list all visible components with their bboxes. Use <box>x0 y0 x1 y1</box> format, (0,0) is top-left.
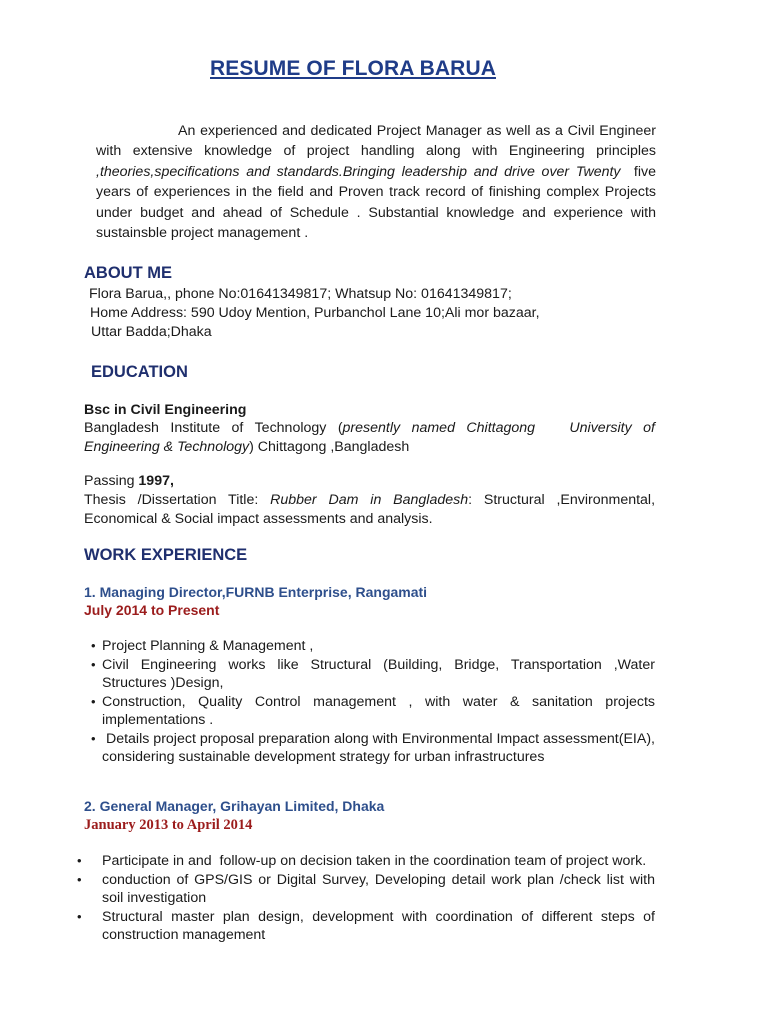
bullet-icon: • <box>91 730 96 746</box>
thesis-text: Thesis /Dissertation Title: Rubber Dam in Bangladesh: Structural ,Environmental, Economical & Social impact assessments and analysis. <box>84 492 656 527</box>
about-block <box>89 285 649 342</box>
job-2-title: 2. General Manager, Grihayan Limited, Dhaka <box>84 798 385 814</box>
job-1-dates: July 2014 to Present <box>84 602 220 618</box>
bullet-icon: • <box>91 638 96 653</box>
passing-year: 1997, <box>138 473 174 489</box>
list-item: • Details project proposal preparation along with Environmental Impact assessment(EIA), considering sustainable development strategy for urban infrastructures <box>91 730 659 765</box>
thesis-title: Rubber Dam in Bangladesh <box>270 492 469 508</box>
resume-title: RESUME OF FLORA BARUA <box>210 57 496 80</box>
job-2-dates: January 2013 to April 2014 <box>84 817 253 833</box>
institution-italic: presently named Chittagong University of Engineering & Technology <box>84 420 659 455</box>
about-heading: ABOUT ME <box>84 264 172 282</box>
degree-title: Bsc in Civil Engineering <box>84 402 247 418</box>
list-item: • conduction of GPS/GIS or Digital Survey, Developing detail work plan /check list with soil investigation <box>77 871 655 906</box>
bullet-icon: • <box>77 853 82 868</box>
bullet-icon: • <box>77 908 82 924</box>
job-1-bullets <box>90 637 659 767</box>
bullet-icon: • <box>91 693 96 709</box>
institution-text: Bangladesh Institute of Technology (presently named Chittagong University of Engineering & Technology) Chittagong ,Bangladesh <box>84 420 659 455</box>
summary-text-2: five years of experiences in the field and Proven track record of finishing complex Projects under budget and ahead of Schedule . Substantial knowledge and experience with sustainsble project management . <box>96 163 660 242</box>
summary-text-1: An experienced and dedicated Project Manager as well as a Civil Engineer with extensive knowledge of project handling along with Engineering principles <box>96 123 656 160</box>
about-address-line: Home Address: 590 Udoy Mention, Purbanchol Lane 10;Ali mor bazaar, <box>90 305 540 321</box>
list-item: • Participate in and follow-up on decision taken in the coordination team of project work. <box>77 853 647 869</box>
summary-paragraph <box>96 121 660 243</box>
education-heading: EDUCATION <box>91 363 188 381</box>
about-contact-line: Flora Barua,, phone No:01641349817; Whatsup No: 01641349817; <box>89 286 512 302</box>
bullet-icon: • <box>91 656 96 672</box>
summary-text-italic: ,theories,specifications and standards.Bringing leadership and drive over Twenty <box>96 163 621 180</box>
list-item: • Civil Engineering works like Structural (Building, Bridge, Transportation ,Water Structures )Design, <box>91 656 655 691</box>
list-item: • Project Planning & Management , <box>91 638 314 654</box>
work-heading: WORK EXPERIENCE <box>84 546 248 564</box>
bullet-icon: • <box>77 871 82 887</box>
job-2-bullets <box>77 852 655 945</box>
passing-line: Passing 1997, <box>84 473 174 489</box>
about-city-line: Uttar Badda;Dhaka <box>91 324 212 340</box>
job-1-title: 1. Managing Director,FURNB Enterprise, Rangamati <box>84 584 428 600</box>
list-item: • Structural master plan design, development with coordination of different steps of construction management <box>77 908 655 943</box>
list-item: • Construction, Quality Control management , with water & sanitation projects implementations . <box>91 693 655 728</box>
